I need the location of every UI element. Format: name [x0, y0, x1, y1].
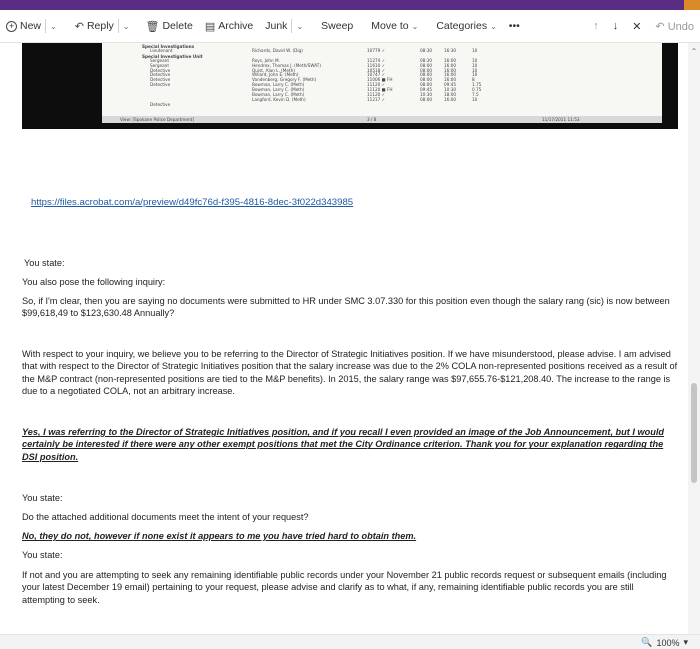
roster-cell: 10:30 [420, 92, 433, 98]
roster-cell: 10 [472, 96, 478, 102]
roster-cell: Detective [150, 77, 171, 83]
roster-footer [102, 116, 662, 123]
categories-label: Categories [436, 20, 488, 32]
sweep-button[interactable] [315, 10, 359, 42]
roster-cell [367, 103, 407, 108]
roster-cell: Willard, John E. (Meth) [252, 72, 299, 78]
close-icon[interactable]: ✕ [632, 20, 642, 33]
roster-cell: 08:30 [420, 57, 433, 63]
app-corner-badge [684, 0, 700, 10]
sweep-label: Sweep [321, 20, 354, 32]
move-to-label: Move to [371, 20, 409, 32]
roster-cell: 11610 ✓ [367, 62, 386, 68]
roster-cell: 08:00 [420, 67, 433, 73]
roster-cell: 0.75 [472, 87, 482, 93]
roster-cell: Bowman, Larry C. (Meth) [252, 92, 305, 98]
roster-cell: 10 [472, 48, 478, 53]
roster-footer-date: 11/17/2011 11:53 [542, 117, 580, 122]
roster-cell: 08:00 [420, 96, 433, 102]
chevron-down-icon: ⌄ [490, 21, 497, 31]
roster-cell: Detective [150, 101, 171, 107]
roster-cell: Detective [150, 67, 171, 73]
roster-cell: 11217 ✓ [367, 96, 386, 102]
roster-start-column [420, 49, 440, 108]
roster-page [102, 43, 662, 123]
roster-cell: 08:00 [420, 82, 433, 88]
roster-cell: 11006 ■ FH [367, 77, 393, 83]
move-to-button[interactable] [365, 10, 424, 42]
reply-paragraph: Yes, I was referring to the Director of Strategic Initiatives position, and if you recall I even provided an image of the Job Announcement, but I would certainly be interested if there were any other exempt positions that met the City Ordinance criterion. Thank you for your explanation regarding the DSI position. [22, 427, 665, 462]
message-body [0, 43, 688, 634]
roster-cell: 08:00 [420, 62, 433, 68]
more-icon: ••• [508, 20, 520, 32]
roster-cell: 8 [472, 77, 475, 83]
roster-cell: 09:45 [444, 82, 457, 88]
roster-cell [420, 103, 440, 108]
you-state-label: You state: [22, 550, 63, 560]
trash-icon: 🗑 [145, 20, 160, 33]
reply-button[interactable] [69, 10, 136, 42]
divider [118, 19, 119, 33]
roster-cell [472, 103, 492, 108]
archive-button[interactable] [199, 10, 259, 42]
more-actions-button[interactable] [503, 10, 526, 42]
roster-cell: Sergeant [150, 57, 169, 63]
archive-icon: ▤ [204, 20, 216, 33]
arrow-down-icon[interactable]: ↓ [612, 20, 619, 32]
zoom-control[interactable] [641, 637, 688, 648]
vertical-scrollbar[interactable] [688, 43, 700, 634]
undo-label: Undo [667, 20, 694, 33]
roster-hours-column [472, 49, 492, 108]
status-bar [0, 634, 700, 649]
archive-label: Archive [218, 20, 254, 32]
roster-section-label: Special Investigative Unit [142, 54, 203, 59]
final-paragraph: If not and you are attempting to seek any remaining identifiable public records under your November 21 public records request or subsequent emails (including your latest December 19 email) pertaining to your request, please advise and clarify as to what, if any, remaining identifiable public records you are still attempting to seek. [22, 570, 667, 605]
roster-cell: 11120 ✓ [367, 82, 386, 88]
roster-cell: Bowman, Larry C. (Meth) [252, 87, 305, 93]
delete-label: Delete [162, 20, 193, 32]
junk-label: Junk [265, 20, 288, 32]
chevron-down-icon[interactable]: ⌄ [122, 21, 130, 31]
roster-cell: Richards, David W. (Dig) [252, 48, 303, 53]
roster-name-column [252, 49, 342, 108]
plus-icon: + [6, 21, 17, 32]
chevron-down-icon[interactable]: ⌄ [50, 21, 57, 31]
response-paragraph: With respect to your inquiry, we believe you to be referring to the Director of Strategic Initiatives position. If we have misunderstood, please advise. I am advised that with respect to the Director of Strategic Initiatives position that the salary increase was due to the 2% COLA non-represented positions received as a result of the M&P contract (non-represented positions are tied to the M&P benefits). In 2015, the salary range was $97,655.76-$121,208.40. The increase to the range is due to a negotiated COLA, not an arbitrary increase. [22, 349, 678, 397]
roster-id-column [367, 49, 407, 108]
roster-cell: Hendrex, Thomas J. (Meth/SWAT) [252, 62, 321, 68]
roster-cell: Lieutenant [150, 48, 173, 53]
categories-button[interactable] [430, 10, 502, 42]
question-paragraph: Do the attached additional documents meet the intent of your request? [22, 512, 309, 522]
delete-button[interactable] [140, 10, 199, 42]
roster-cell: 10747 ✓ [367, 72, 386, 78]
new-label: New [20, 20, 42, 32]
chevron-down-icon[interactable]: ⌄ [296, 21, 304, 31]
roster-rank-column [150, 49, 210, 108]
reply-icon: ↶ [74, 20, 84, 33]
roster-cell: 10779 ✓ [367, 48, 386, 53]
new-button[interactable] [0, 10, 63, 42]
roster-cell: 16:00 [444, 77, 457, 83]
roster-cell: 10 [472, 72, 478, 78]
roster-cell: Quist, Alan L. (Meth) [252, 67, 295, 73]
undo-button[interactable] [655, 20, 694, 33]
roster-footer-page: 3 / 8 [367, 117, 377, 122]
roster-cell: 11120 ✓ [367, 92, 386, 98]
roster-footer-view: View: [Spokane Police Department] [120, 117, 194, 122]
roster-cell: 16:00 [444, 67, 457, 73]
roster-cell: 7.5 [472, 92, 479, 98]
scrollbar-thumb[interactable] [691, 383, 697, 483]
roster-cell: 1.75 [472, 82, 482, 88]
inquiry-text: So, if I'm clear, then you are saying no documents were submitted to HR under SMC 3.07.330 for this position even though the salary rang (sic) is now between $99,618,49 to $123,630.48 Annually? [22, 296, 670, 319]
acrobat-preview-link[interactable]: https://files.acrobat.com/a/preview/d49fc76d-f395-4816-8dec-3f022d343985 [31, 197, 354, 208]
roster-cell: 10 [472, 62, 478, 68]
you-state-label: You state: [24, 258, 65, 268]
roster-cell [252, 103, 342, 108]
toolbar-right-group [593, 10, 694, 42]
chevron-down-icon: ⌄ [411, 21, 419, 31]
scroll-up-icon[interactable]: ⌃ [690, 47, 698, 56]
roster-cell: Bowman, Larry C. (Meth) [252, 82, 305, 88]
roster-cell: Detective [150, 82, 171, 88]
roster-cell: 10518 ✓ [367, 67, 386, 73]
roster-cell: 09:45 [420, 87, 433, 93]
window-title-bar [0, 0, 700, 10]
roster-cell: 10:30 [444, 87, 457, 93]
reply-label: Reply [86, 20, 114, 32]
arrow-up-icon[interactable]: ↑ [593, 20, 599, 32]
roster-header: Special Investigations [142, 44, 195, 49]
roster-cell [444, 103, 464, 108]
roster-end-column [444, 49, 464, 108]
embedded-document-image [22, 43, 678, 129]
undo-icon: ↶ [655, 20, 665, 33]
message-toolbar [0, 10, 700, 43]
roster-cell: Langford, Kevin D. (Meth) [252, 96, 306, 102]
roster-cell: Vandenberg, Gregory F. (Meth) [252, 77, 317, 83]
reply-paragraph: No, they do not, however if none exist it appears to me you have tried hard to obtain them. [22, 531, 417, 541]
roster-cell: 08:30 [420, 48, 433, 53]
roster-cell: 16:00 [444, 72, 457, 78]
roster-cell: 18:00 [444, 92, 457, 98]
roster-cell: 08:00 [420, 72, 433, 78]
roster-cell: Detective [150, 72, 171, 78]
chevron-down-icon: ▾ [683, 637, 688, 647]
roster-cell: 16:30 [444, 48, 457, 53]
you-state-label: You state: [22, 493, 63, 503]
zoom-level: 100% [656, 637, 680, 648]
zoom-icon: 🔍 [641, 637, 653, 647]
roster-cell: 08:00 [420, 77, 433, 83]
divider [291, 19, 292, 33]
junk-button[interactable] [259, 10, 309, 42]
roster-cell: Roys, John M. [252, 57, 280, 63]
roster-cell: 10 [472, 67, 478, 73]
roster-cell: 11274 ✓ [367, 57, 386, 63]
roster-cell: 11120 ■ FH [367, 87, 393, 93]
roster-cell: 16:00 [444, 62, 457, 68]
roster-cell: Sergeant [150, 62, 169, 68]
roster-cell: 16:00 [444, 57, 457, 63]
roster-cell: 10 [472, 57, 478, 63]
roster-cell: 16:00 [444, 96, 457, 102]
inquiry-intro: You also pose the following inquiry: [22, 277, 166, 287]
divider [45, 19, 46, 33]
